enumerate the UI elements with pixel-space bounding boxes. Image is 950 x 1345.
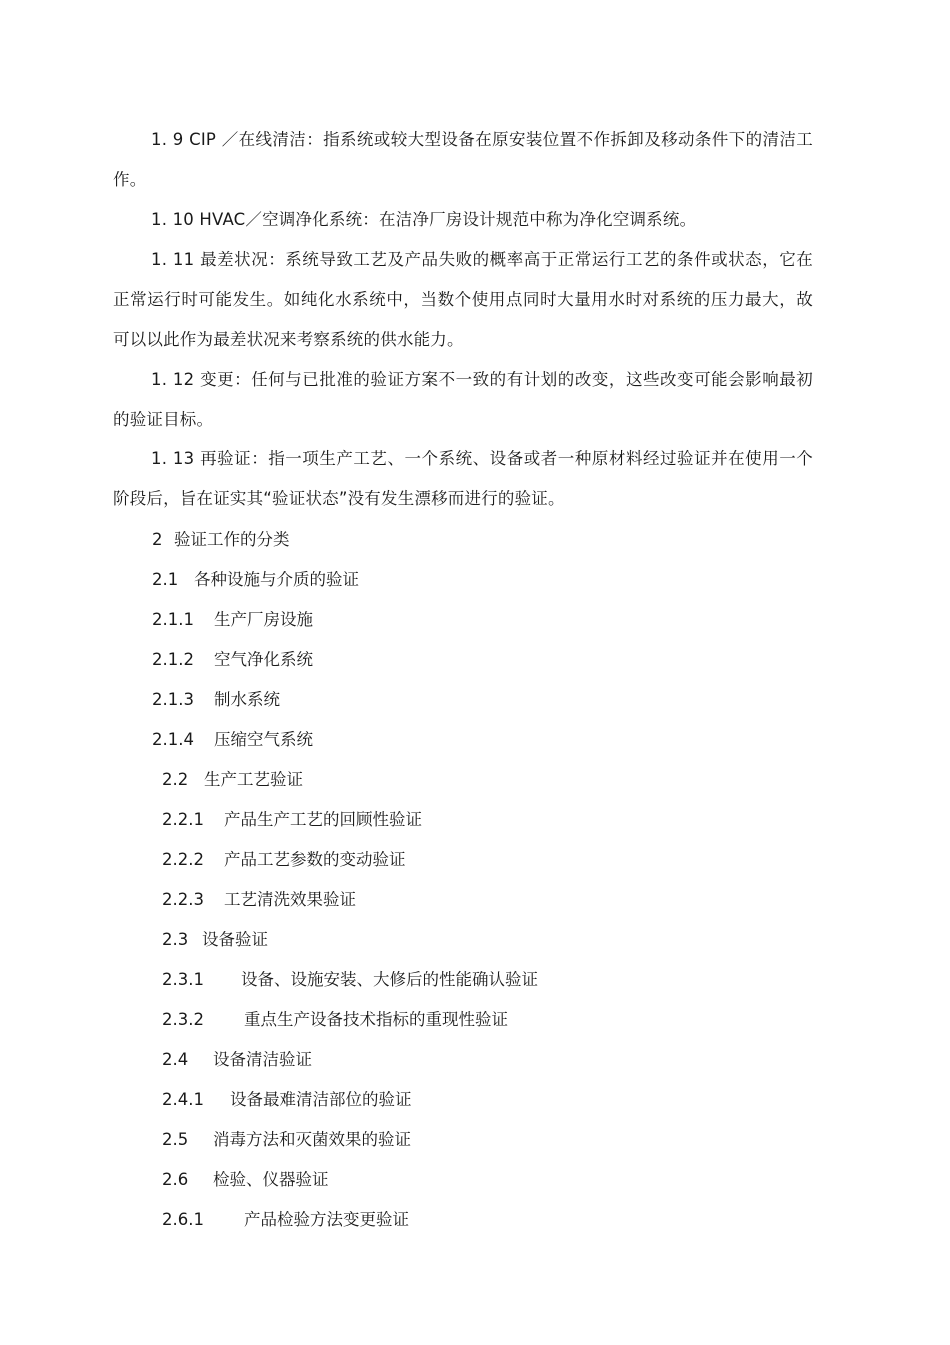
outline-number: 2.4.1 — [162, 1090, 204, 1109]
paragraph-1-9: 1. 9 CIP ／在线清洁：指系统或较大型设备在原安装位置不作拆卸及移动条件下的清洁工作。 — [113, 130, 813, 189]
outline-number: 2.2.3 — [162, 890, 204, 909]
paragraph-1-12: 1. 12 变更：任何与已批准的验证方案不一致的有计划的改变，这些改变可能会影响最初的验证目标。 — [113, 370, 813, 429]
outline-number: 2.1.2 — [152, 650, 194, 669]
outline-text: 产品检验方法变更验证 — [244, 1210, 409, 1229]
outline-item — [152, 609, 313, 631]
outline-number: 2.6 — [162, 1170, 189, 1189]
outline-item — [162, 1209, 409, 1231]
outline-item — [162, 1169, 329, 1191]
outline-number: 2.5 — [162, 1130, 189, 1149]
outline-number: 2.1 — [152, 570, 179, 589]
outline-number: 2.1.4 — [152, 730, 194, 749]
outline-text: 生产工艺验证 — [204, 770, 303, 789]
outline-text: 验证工作的分类 — [174, 530, 290, 549]
outline-item — [162, 969, 538, 991]
outline-item — [162, 809, 422, 831]
outline-text: 生产厂房设施 — [214, 610, 313, 629]
outline-item — [162, 1129, 411, 1151]
outline-text: 产品工艺参数的变动验证 — [224, 850, 406, 869]
outline-text: 设备清洁验证 — [213, 1050, 312, 1069]
outline-text: 消毒方法和灭菌效果的验证 — [213, 1130, 411, 1149]
outline-item — [162, 1089, 412, 1111]
outline-text: 设备、设施安装、大修后的性能确认验证 — [241, 970, 538, 989]
outline-item — [162, 849, 406, 871]
outline-item — [152, 569, 359, 591]
outline-item — [152, 689, 280, 711]
outline-item — [152, 529, 290, 551]
paragraph-1-13: 1. 13 再验证：指一项生产工艺、一个系统、设备或者一种原材料经过验证并在使用一个阶段后，旨在证实其“验证状态”没有发生漂移而进行的验证。 — [113, 449, 813, 508]
outline-text: 制水系统 — [214, 690, 280, 709]
outline-text: 压缩空气系统 — [214, 730, 313, 749]
outline-number: 2 — [152, 530, 163, 549]
outline-number: 2.3 — [162, 930, 189, 949]
outline-item — [162, 1049, 312, 1071]
paragraph-1-11: 1. 11 最差状况：系统导致工艺及产品失败的概率高于正常运行工艺的条件或状态，它在正常运行时可能发生。如纯化水系统中，当数个使用点同时大量用水时对系统的压力最大，故可以以此作为最差状况来考察系统的供水能力。 — [113, 250, 813, 349]
outline-number: 2.2.2 — [162, 850, 204, 869]
paragraph-1-10: 1. 10 HVAC／空调净化系统：在洁净厂房设计规范中称为净化空调系统。 — [151, 210, 697, 229]
outline-text: 检验、仪器验证 — [213, 1170, 329, 1189]
outline-number: 2.2.1 — [162, 810, 204, 829]
outline-number: 2.1.1 — [152, 610, 194, 629]
outline-text: 产品生产工艺的回顾性验证 — [224, 810, 422, 829]
outline-text: 设备验证 — [202, 930, 268, 949]
outline-text: 设备最难清洁部位的验证 — [230, 1090, 412, 1109]
outline-item — [162, 1009, 508, 1031]
outline-text: 空气净化系统 — [214, 650, 313, 669]
outline-item — [152, 729, 313, 751]
outline-text: 重点生产设备技术指标的重现性验证 — [244, 1010, 508, 1029]
outline-number: 2.3.1 — [162, 970, 204, 989]
outline-text: 工艺清洗效果验证 — [224, 890, 356, 909]
outline-number: 2.4 — [162, 1050, 189, 1069]
outline-number: 2.3.2 — [162, 1010, 204, 1029]
outline-number: 2.6.1 — [162, 1210, 204, 1229]
outline-text: 各种设施与介质的验证 — [194, 570, 359, 589]
outline-item — [162, 769, 303, 791]
outline-number: 2.1.3 — [152, 690, 194, 709]
outline-number: 2.2 — [162, 770, 189, 789]
outline-item — [162, 889, 356, 911]
outline-item — [152, 649, 313, 671]
outline-item — [162, 929, 268, 951]
